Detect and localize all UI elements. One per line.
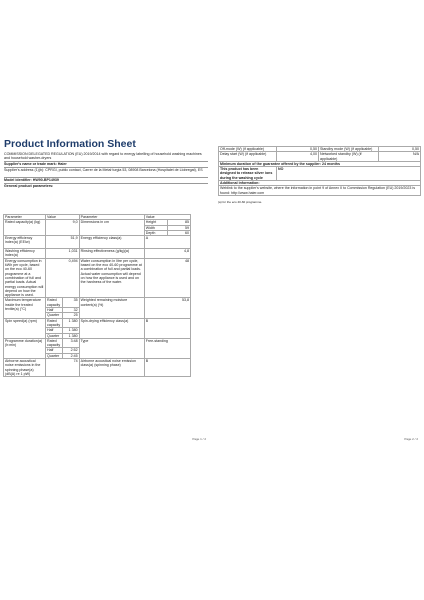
guarantee-text: Minimum duration of the guarantee offered by the supplier: 24 months (219, 161, 421, 166)
page-footer: Page 2 / 2 (404, 437, 418, 441)
table-row: Energy efficiency index(a) (EEIw) 51,9 Energy efficiency class(a) A (4, 236, 191, 249)
table-row: Quarter 1 380 (47, 333, 78, 338)
weblink-text: Weblink to the supplier's website, where the information in point 9 of Annex II to Commission Regulation (EU) 2019/2023 is found: http://www.haier.com (219, 186, 421, 196)
table-row: Washing efficiency index(a) 1,031 Rinsing effectiveness (g/kg)(a) 4,8 (5, 249, 189, 258)
table-row: Programme duration(a) (h:min) Rated capacity 3:48 Type Free-standing (4, 338, 191, 348)
supplier-address: Supplier's address (1)(b): CPRGI, public contact, Carrer de la Metal·lurgia 53, 08908 Barcelona (Hospitalet de Llobregat), ES (4, 168, 203, 172)
table-row: Half 1 380 (47, 328, 78, 333)
page-2 (214, 138, 424, 443)
table-row: Energy consumption in kWh per cycle, based on the eco 40-60 programme at a combination of full and partial loads. Actual energy consumption will depend on how the appliance is used. 0,494 Water consumption in litre per cycle, based on the eco 40-60 programme at a combination of full and partial loads. Actual water consumption will depend on how the appliance is used and on the hardness of the water. 48 (5, 258, 189, 298)
silver-ions-answer: NO (277, 167, 421, 181)
table-row: Spin speed(a) (rpm) Rated capacity 1 380 Spin-drying efficiency class(a) B (4, 318, 191, 328)
additional-info-heading: Additional information: (219, 181, 421, 186)
page-1 (0, 138, 212, 443)
table-row: Rated capacity(a) (kg) 9,0 Dimensions in cm Height 85 (4, 220, 191, 225)
table-row: Quarter 2:45 (47, 353, 78, 358)
table-row: Quarter 25 (47, 313, 78, 318)
table-row: Half 2:52 (47, 348, 78, 353)
power-table (218, 146, 421, 196)
silver-ions-question: This product has been designed to release silver ions during the washing cycle (219, 167, 277, 181)
table-row: Width 59 (145, 225, 189, 230)
page-footer: Page 1 / 2 (192, 437, 206, 441)
table-row: Half 32 (47, 308, 78, 313)
table-row: Depth 60 (145, 230, 189, 235)
parameters-table (3, 214, 191, 377)
header-cell: Value (46, 215, 80, 220)
table-row (219, 167, 421, 181)
header-cell: Parameter (4, 215, 46, 220)
table-row: Maximum temperature inside the treated textile(a) (°C) Rated capacity 35 Weighted remaining moisture content(a) (%) 53,8 (4, 298, 191, 308)
table-row: Delay start (W) (if applicable) 4,00 Networked standby (W) (if applicable) N/A (220, 152, 419, 161)
header-cell: Parameter (79, 215, 144, 220)
table-row (219, 186, 421, 196)
sheet-title: Product Information Sheet (4, 138, 136, 150)
header-cell: Value (144, 215, 190, 220)
table-row: Off-mode (W) (if applicable) 0,50 Standby mode (W) (if applicable) 0,50 (220, 147, 419, 151)
model-identifier: Model identifier: HW90-BP14939 (4, 178, 59, 182)
footnote: (a) for the eco 40-60 programme. (218, 200, 263, 204)
regulation-text: COMMISSION DELEGATED REGULATION (EU) 2019/2014 with regard to energy labelling of household washing machines and household washer-dryers (4, 152, 202, 161)
table-row: Airborne acoustical noise emissions in the spinning phase(a) (dB(A) re 1 pW) 74 Airborne acoustical noise emission class(a) (spinning phase) B (4, 359, 191, 377)
general-heading: General product parameters: (4, 184, 54, 188)
supplier-name: Supplier's name or trade mark: Haier (4, 162, 67, 166)
